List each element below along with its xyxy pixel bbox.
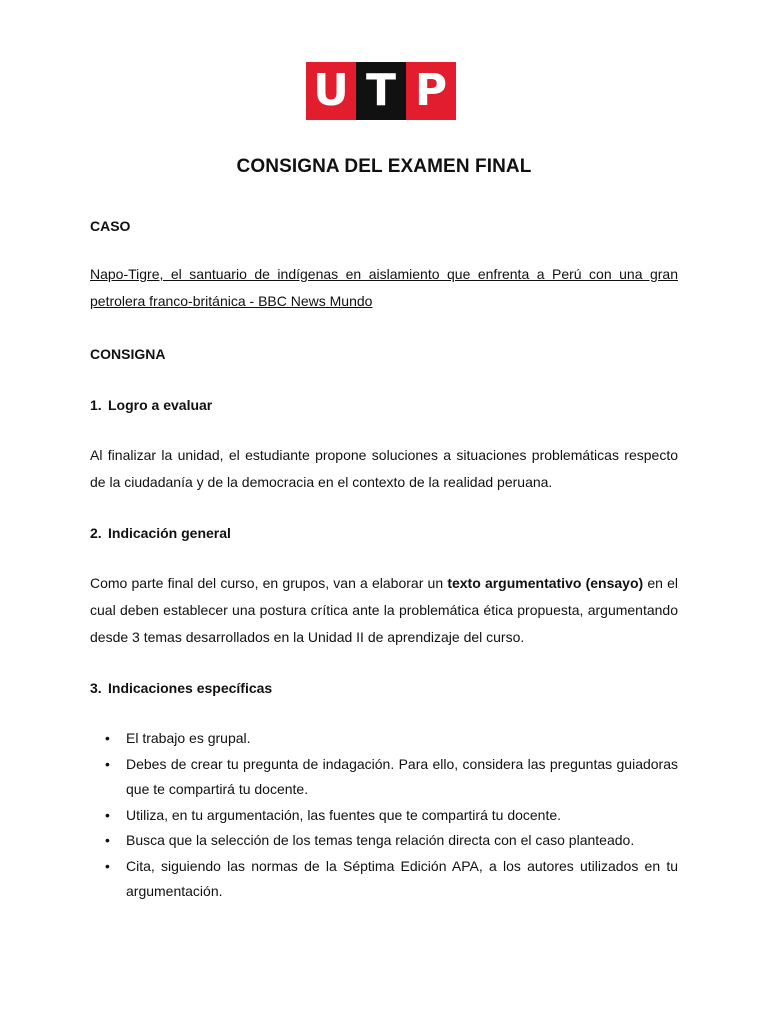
utp-logo xyxy=(306,62,456,120)
section-1-text: Al finalizar la unidad, el estudiante propone soluciones a situaciones problemáticas respecto de la ciudadanía y de la democracia en el contexto de la realidad peruana. xyxy=(90,447,678,490)
list-item-text: El trabajo es grupal. xyxy=(126,730,251,746)
logo-letter-u: U xyxy=(306,62,356,120)
list-item-text: Cita, siguiendo las normas de la Séptima Edición APA, a los autores utilizados en tu argumentación. xyxy=(126,857,678,899)
list-item-text: Utiliza, en tu argumentación, las fuentes que te compartirá tu docente. xyxy=(126,806,562,823)
section-2-heading xyxy=(90,525,231,541)
section-3-list xyxy=(90,726,678,905)
list-item xyxy=(90,828,678,854)
bullet-icon: • xyxy=(105,806,110,823)
consigna-heading: CONSIGNA xyxy=(90,346,166,362)
bullet-icon: • xyxy=(105,755,110,772)
section-2-text-start: Como parte final del curso, en grupos, van a elaborar un xyxy=(90,575,448,591)
list-item xyxy=(90,803,678,829)
section-1-number: 1. xyxy=(90,397,102,413)
logo-letter-t: T xyxy=(356,62,406,120)
bullet-icon: • xyxy=(105,857,110,874)
section-3-heading xyxy=(90,680,272,696)
bullet-icon: • xyxy=(105,832,110,848)
list-item xyxy=(90,752,678,803)
list-item-text: Debes de crear tu pregunta de indagación. Para ello, considera las preguntas guiadoras que te compartirá tu docente. xyxy=(126,755,678,797)
section-2-text-bold: texto argumentativo (ensayo) xyxy=(447,575,644,591)
section-2-text xyxy=(90,570,678,651)
caso-link[interactable]: Napo-Tigre, el santuario de indígenas en aislamiento que enfrenta a Perú con una gran petrolera franco-británica - BBC News Mundo xyxy=(90,266,678,309)
section-2-text-end: en el cual deben establecer una postura crítica ante la problemática ética propuesta, argumentando desde 3 temas desarrollados en la Unidad II de aprendizaje del curso. xyxy=(90,575,679,645)
section-2-number: 2. xyxy=(90,525,102,541)
bullet-icon: • xyxy=(105,730,110,746)
list-item xyxy=(90,726,678,752)
list-item-text: Busca que la selección de los temas tenga relación directa con el caso planteado. xyxy=(126,832,635,848)
document-title: CONSIGNA DEL EXAMEN FINAL xyxy=(236,156,532,177)
section-1-heading xyxy=(90,397,212,413)
logo-letter-p: P xyxy=(406,62,456,120)
caso-heading: CASO xyxy=(90,218,131,234)
list-item xyxy=(90,854,678,905)
section-3-title: Indicaciones específicas xyxy=(108,680,273,696)
section-2-title: Indicación general xyxy=(108,525,231,541)
section-1-title: Logro a evaluar xyxy=(108,397,213,413)
section-3-number: 3. xyxy=(90,680,102,696)
